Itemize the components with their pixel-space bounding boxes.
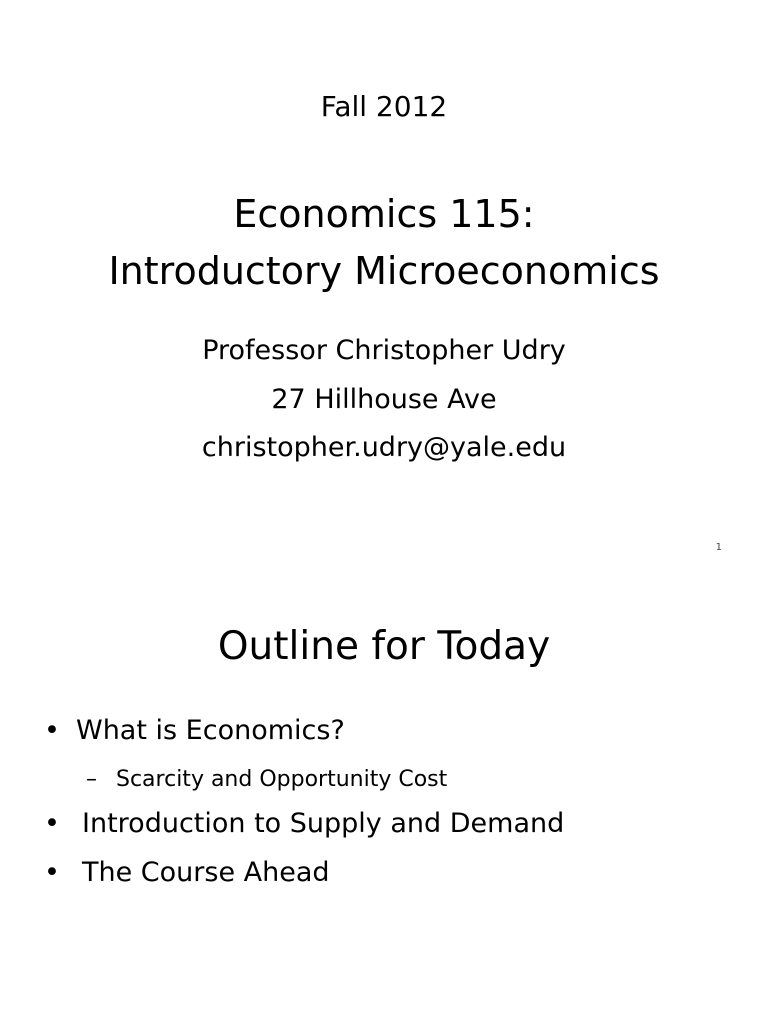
outline-bullet-item bbox=[44, 808, 564, 839]
outline-bullet-item bbox=[44, 715, 345, 746]
outline-sub-bullet-item bbox=[86, 767, 447, 792]
instructor-address: 27 Hillhouse Ave bbox=[271, 384, 497, 415]
bullet-text: The Course Ahead bbox=[82, 857, 330, 888]
course-title-line-2: Introductory Microeconomics bbox=[108, 249, 660, 293]
bullet-text: Introduction to Supply and Demand bbox=[82, 808, 565, 839]
outline-title: Outline for Today bbox=[217, 624, 551, 669]
bullet-marker: • bbox=[44, 808, 60, 839]
bullet-marker: • bbox=[44, 857, 60, 888]
slide-page-number: 1 bbox=[715, 542, 722, 553]
course-title-line-1: Economics 115: bbox=[233, 192, 535, 236]
outline-bullet-item bbox=[44, 857, 330, 888]
instructor-email: christopher.udry@yale.edu bbox=[201, 432, 567, 463]
term-label: Fall 2012 bbox=[320, 90, 448, 123]
sub-bullet-text: Scarcity and Opportunity Cost bbox=[116, 767, 448, 792]
outline-slide bbox=[0, 565, 768, 1024]
instructor-name: Professor Christopher Udry bbox=[202, 335, 566, 366]
bullet-marker: • bbox=[44, 715, 60, 746]
sub-bullet-marker: – bbox=[86, 767, 97, 792]
bullet-text: What is Economics? bbox=[76, 715, 345, 746]
